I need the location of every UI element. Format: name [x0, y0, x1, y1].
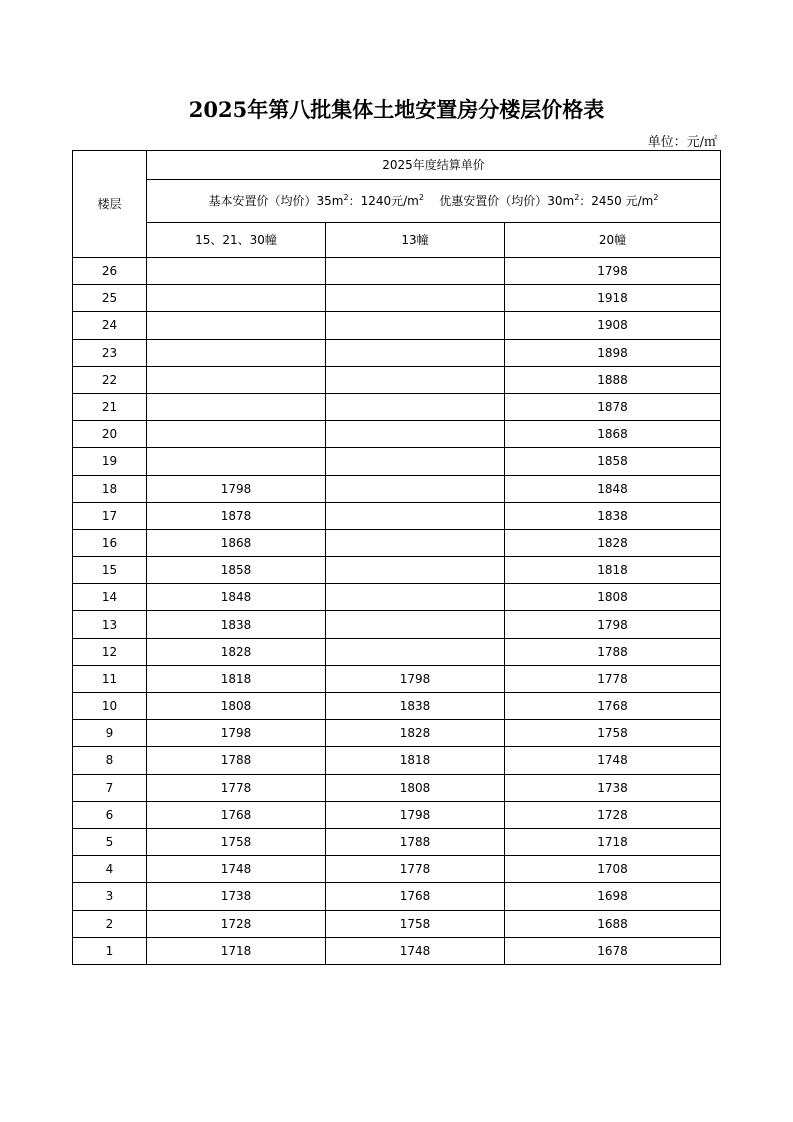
price-cell-building-15-21-30 [147, 258, 326, 285]
table-row [73, 421, 721, 448]
floor-cell: 20 [73, 421, 147, 448]
floor-cell: 18 [73, 475, 147, 502]
price-cell-building-20: 1868 [505, 421, 721, 448]
price-cell-building-20: 1908 [505, 312, 721, 339]
price-cell-building-15-21-30: 1868 [147, 529, 326, 556]
price-cell-building-13 [326, 258, 505, 285]
floor-cell: 2 [73, 910, 147, 937]
price-cell-building-13 [326, 611, 505, 638]
basic-price-note: 基本安置价（均价）$35m^2$：1240元$/m^2$ [208, 193, 424, 208]
price-cell-building-13: 1808 [326, 774, 505, 801]
table-row [73, 665, 721, 692]
price-cell-building-15-21-30: 1828 [147, 638, 326, 665]
floor-cell: 26 [73, 258, 147, 285]
floor-cell: 6 [73, 801, 147, 828]
price-cell-building-15-21-30: 1788 [147, 747, 326, 774]
price-cell-building-15-21-30 [147, 285, 326, 312]
table-row [73, 584, 721, 611]
floor-cell: 12 [73, 638, 147, 665]
floor-cell: 10 [73, 693, 147, 720]
price-cell-building-20: 1748 [505, 747, 721, 774]
price-cell-building-20: 1678 [505, 937, 721, 964]
table-row [73, 557, 721, 584]
table-row [73, 910, 721, 937]
price-cell-building-20: 1798 [505, 258, 721, 285]
price-cell-building-15-21-30: 1718 [147, 937, 326, 964]
price-cell-building-20: 1838 [505, 502, 721, 529]
price-cell-building-20: 1788 [505, 638, 721, 665]
price-cell-building-13 [326, 421, 505, 448]
price-cell-building-13: 1748 [326, 937, 505, 964]
price-cell-building-20: 1768 [505, 693, 721, 720]
price-cell-building-13 [326, 366, 505, 393]
floor-cell: 7 [73, 774, 147, 801]
floor-cell: 23 [73, 339, 147, 366]
price-cell-building-20: 1918 [505, 285, 721, 312]
price-cell-building-13 [326, 285, 505, 312]
price-cell-building-15-21-30: 1738 [147, 883, 326, 910]
price-table [72, 150, 721, 965]
price-cell-building-20: 1818 [505, 557, 721, 584]
floor-cell: 4 [73, 856, 147, 883]
floor-header: 楼层 [73, 151, 147, 258]
price-cell-building-13 [326, 448, 505, 475]
preferential-price-note: 优惠安置价（均价）$30m^2$：2450 元$/m^2$ [439, 193, 659, 208]
floor-cell: 3 [73, 883, 147, 910]
price-cell-building-15-21-30 [147, 393, 326, 420]
price-cell-building-13 [326, 557, 505, 584]
price-cell-building-13: 1788 [326, 828, 505, 855]
price-cell-building-20: 1688 [505, 910, 721, 937]
price-cell-building-15-21-30: 1768 [147, 801, 326, 828]
price-cell-building-13 [326, 339, 505, 366]
price-cell-building-20: 1708 [505, 856, 721, 883]
floor-cell: 5 [73, 828, 147, 855]
price-cell-building-13: 1758 [326, 910, 505, 937]
price-cell-building-20: 1898 [505, 339, 721, 366]
table-row [73, 258, 721, 285]
price-cell-building-15-21-30: 1848 [147, 584, 326, 611]
table-row [73, 339, 721, 366]
price-cell-building-13: 1768 [326, 883, 505, 910]
table-row [73, 285, 721, 312]
price-cell-building-15-21-30 [147, 421, 326, 448]
price-cell-building-13 [326, 638, 505, 665]
floor-cell: 1 [73, 937, 147, 964]
price-cell-building-13 [326, 529, 505, 556]
price-cell-building-13 [326, 584, 505, 611]
price-cell-building-15-21-30: 1838 [147, 611, 326, 638]
table-row [73, 693, 721, 720]
floor-cell: 9 [73, 720, 147, 747]
price-cell-building-15-21-30: 1858 [147, 557, 326, 584]
price-cell-building-20: 1858 [505, 448, 721, 475]
table-row [73, 312, 721, 339]
price-cell-building-13 [326, 502, 505, 529]
floor-cell: 14 [73, 584, 147, 611]
price-cell-building-13 [326, 475, 505, 502]
price-cell-building-20: 1808 [505, 584, 721, 611]
table-row [73, 502, 721, 529]
price-cell-building-15-21-30: 1798 [147, 720, 326, 747]
header-row-buildings [73, 223, 721, 258]
page-title: 2025年第八批集体土地安置房分楼层价格表 [188, 97, 605, 122]
price-cell-building-15-21-30: 1818 [147, 665, 326, 692]
price-cell-building-13: 1798 [326, 801, 505, 828]
price-cell-building-20: 1758 [505, 720, 721, 747]
floor-cell: 16 [73, 529, 147, 556]
floor-cell: 25 [73, 285, 147, 312]
price-cell-building-13: 1818 [326, 747, 505, 774]
price-cell-building-20: 1698 [505, 883, 721, 910]
price-cell-building-15-21-30: 1758 [147, 828, 326, 855]
price-cell-building-20: 1878 [505, 393, 721, 420]
table-row [73, 448, 721, 475]
price-cell-building-15-21-30 [147, 448, 326, 475]
price-cell-building-15-21-30 [147, 366, 326, 393]
table-row [73, 529, 721, 556]
price-cell-building-15-21-30 [147, 312, 326, 339]
price-cell-building-15-21-30: 1798 [147, 475, 326, 502]
header-row-price-note [73, 180, 721, 223]
table-row [73, 828, 721, 855]
floor-cell: 24 [73, 312, 147, 339]
price-cell-building-15-21-30: 1778 [147, 774, 326, 801]
building-header-20: 20幢 [505, 223, 721, 258]
price-cell-building-15-21-30 [147, 339, 326, 366]
price-cell-building-13: 1828 [326, 720, 505, 747]
price-cell-building-13: 1778 [326, 856, 505, 883]
table-row [73, 883, 721, 910]
price-cell-building-13 [326, 393, 505, 420]
price-cell-building-20: 1828 [505, 529, 721, 556]
price-cell-building-20: 1848 [505, 475, 721, 502]
floor-cell: 17 [73, 502, 147, 529]
table-row [73, 638, 721, 665]
price-cell-building-20: 1888 [505, 366, 721, 393]
table-row [73, 475, 721, 502]
price-cell-building-20: 1738 [505, 774, 721, 801]
table-row [73, 801, 721, 828]
price-table-body [73, 151, 721, 965]
floor-cell: 21 [73, 393, 147, 420]
floor-cell: 22 [73, 366, 147, 393]
building-header-15-21-30: 15、21、30幢 [147, 223, 326, 258]
building-header-13: 13幢 [326, 223, 505, 258]
table-row [73, 937, 721, 964]
price-cell-building-20: 1778 [505, 665, 721, 692]
unit-label: 单位：元/㎡ [647, 135, 717, 150]
table-row [73, 366, 721, 393]
price-note [147, 180, 721, 223]
price-cell-building-13: 1798 [326, 665, 505, 692]
price-cell-building-15-21-30: 1878 [147, 502, 326, 529]
price-cell-building-20: 1728 [505, 801, 721, 828]
price-cell-building-13 [326, 312, 505, 339]
table-row [73, 747, 721, 774]
table-row [73, 611, 721, 638]
floor-cell: 19 [73, 448, 147, 475]
price-cell-building-20: 1718 [505, 828, 721, 855]
header-row-period [73, 151, 721, 180]
floor-cell: 13 [73, 611, 147, 638]
floor-cell: 11 [73, 665, 147, 692]
table-row [73, 774, 721, 801]
price-cell-building-15-21-30: 1728 [147, 910, 326, 937]
price-cell-building-20: 1798 [505, 611, 721, 638]
table-row [73, 393, 721, 420]
period-header: 2025年度结算单价 [147, 151, 721, 180]
price-cell-building-15-21-30: 1808 [147, 693, 326, 720]
floor-cell: 8 [73, 747, 147, 774]
price-cell-building-13: 1838 [326, 693, 505, 720]
floor-cell: 15 [73, 557, 147, 584]
table-row [73, 856, 721, 883]
price-cell-building-15-21-30: 1748 [147, 856, 326, 883]
table-row [73, 720, 721, 747]
